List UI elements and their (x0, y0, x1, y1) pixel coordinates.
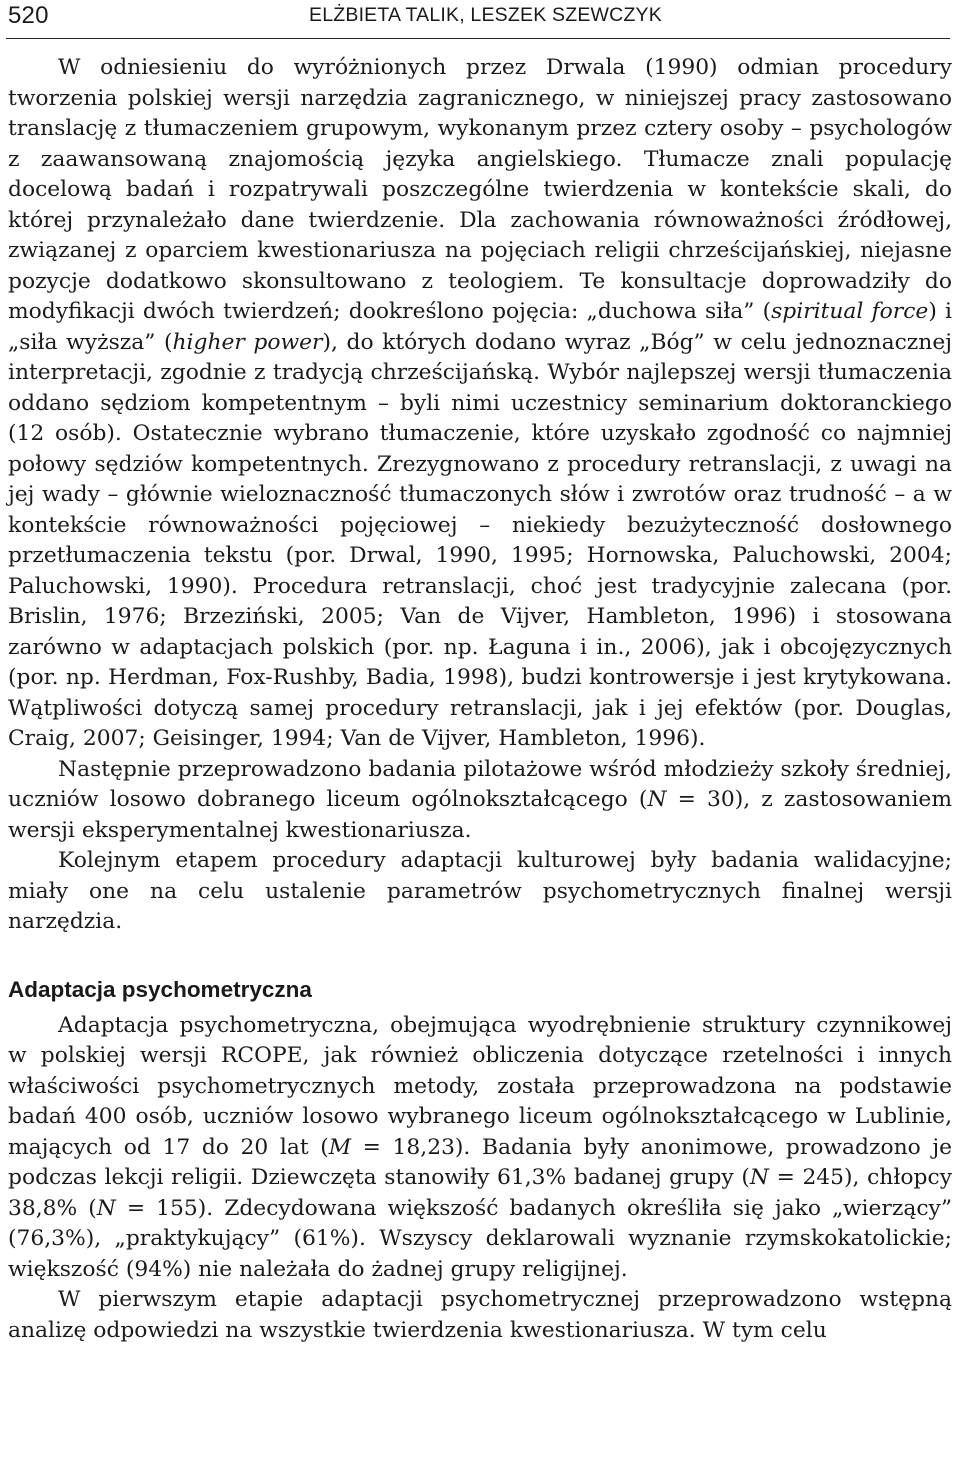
page-header (6, 0, 950, 39)
paragraph-text: ), do których dodano wyraz „Bóg” w celu jednoznacznej interpretacji, zgodnie z tradycją chrześcijańską. Wybór najlepszej wersji tłumaczenia oddano sędziom kompetentnym – byli nimi uczestnicy seminarium doktoranckiego (12 osób). Ostatecznie wybrano tłumaczenie, które uzyskało zgodność co najmniej połowy sędziów kompetentnych. Zrezygnowano z procedury retranslacji, z uwagi na jej wady – głównie wieloznaczność tłumaczonych słów i zwrotów oraz trudność – a w kontekście równoważności pojęciowej – niekiedy bezużyteczność dosłownego przetłumaczenia tekstu (por. Drwal, 1990, 1995; Hornowska, Paluchowski, 2004; Paluchowski, 1990). Procedura retranslacji, choć jest tradycyjnie zalecana (por. Brislin, 1976; Brzeziński, 2005; Van de Vijver, Hambleton, 1996) i stosowana zarówno w adaptacjach polskich (por. np. Łaguna i in., 2006), jak i obcojęzycznych (por. np. Herdman, Fox-Rushby, Badia, 1998), budzi kontrowersje i jest krytykowana. Wątpliwości dotyczą samej procedury retranslacji, jak i jej efektów (por. Douglas, Craig, 2007; Geisinger, 1994; Van de Vijver, Hambleton, 1996). (8, 329, 952, 751)
paragraph-text: = 30), z zastosowaniem wersji eksperymentalnej kwestionariusza. (8, 787, 952, 843)
italic-term: higher power (172, 329, 323, 355)
italic-symbol: N (647, 787, 667, 812)
paragraph-first-stage: W pierwszym etapie adaptacji psychometrycznej przeprowadzono wstępną analizę odpowiedzi na wszystkie twierdzenia kwestionariusza. W tym celu (8, 1287, 952, 1343)
section-heading: Adaptacja psychometryczna (8, 976, 312, 1002)
paragraph-text: Adaptacja psychometryczna, obejmująca wyodrębnienie struktury czynnikowej w polskiej wersji RCOPE, jak również obliczenia dotyczące rzetelności i innych właściwości psychometrycznych metody, została przeprowadzona na podstawie badań 400 osób, uczniów losowo wybranego liceum ogólnokształcącego w Lublinie, mających od 17 do 20 lat ( (8, 1012, 952, 1160)
paragraph-pilot-study (8, 755, 952, 847)
paragraph-text: ) i „siła wyższa” ( (8, 299, 952, 355)
paragraph-translation-procedure (8, 53, 952, 755)
paragraph-text: = 18,23). Badania były anonimowe, prowadzono je podczas lekcji religii. Dziewczęta stanowiły 61,3% badanej grupy ( (8, 1134, 953, 1190)
paragraph-text: Następnie przeprowadzono badania pilotażowe wśród młodzieży szkoły średniej, uczniów losowo dobranego liceum ogólnokształcącego ( (8, 756, 952, 812)
paragraph-text: = 245), chłopcy 38,8% ( (8, 1165, 953, 1221)
running-head: ELŻBIETA TALIK, LESZEK SZEWCZYK (309, 4, 662, 26)
italic-symbol: N (749, 1165, 769, 1190)
paragraph-validation-studies: Kolejnym etapem procedury adaptacji kulturowej były badania walidacyjne; miały one na celu ustalenie parametrów psychometrycznych finalnej wersji narzędzia. (8, 848, 952, 934)
italic-symbol: M (328, 1134, 352, 1160)
page-number: 520 (8, 2, 49, 29)
paragraph-text: W odniesieniu do wyróżnionych przez Drwala (1990) odmian procedury tworzenia polskiej wersji narzędzia zagranicznego, w niniejszej pracy zastosowano translację z tłumaczeniem grupowym, wykonanym przez cztery osoby – psychologów z zaawansowaną znajomością języka angielskiego. Tłumacze znali populację docelową badań i rozpatrywali poszczególne twierdzenia w kontekście skali, do której przynależało dane twierdzenie. Dla zachowania równoważności źródłowej, związanej z oparciem kwestionariusza na pojęciach religii chrześcijańskiej, niejasne pozycje dodatkowo skonsultowano z teologiem. Te konsultacje doprowadziły do modyfikacji dwóch twierdzeń; dookreślono pojęcia: „duchowa siła” ( (8, 55, 952, 324)
italic-term: spiritual force (771, 299, 929, 324)
italic-symbol: N (96, 1195, 116, 1221)
paragraph-psychometric-adaptation (8, 1011, 952, 1286)
article-body (8, 53, 952, 1346)
paragraph-text: = 155). Zdecydowana większość badanych określiła się jako „wierzący” (76,3%), „praktykujący” (61%). Wszyscy deklarowali wyznanie rzymskokatolickie; większość (94%) nie należała do żadnej grupy religijnej. (8, 1195, 952, 1282)
